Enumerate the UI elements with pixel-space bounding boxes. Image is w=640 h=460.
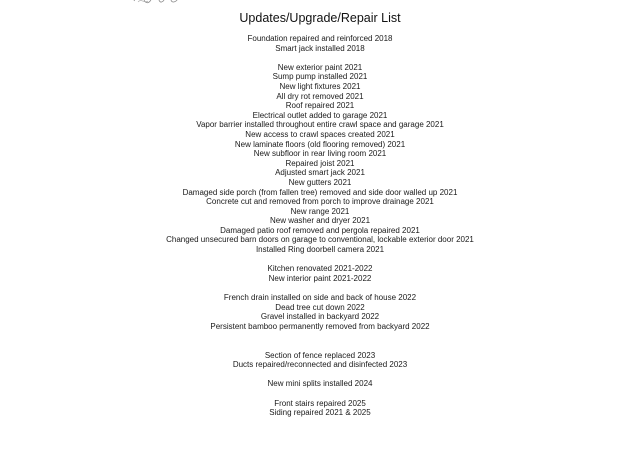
list-item: Electrical outlet added to garage 2021 (252, 110, 388, 120)
list-item: Damaged patio roof removed and pergola repaired 2021 (220, 225, 420, 235)
list-item: Damaged side porch (from fallen tree) removed and side door walled up 2021 (182, 187, 458, 197)
list-item: Smart jack installed 2018 (275, 43, 365, 53)
list-item: Section of fence replaced 2023 (264, 350, 376, 360)
list-group-2024 (0, 379, 640, 389)
list-item: Kitchen renovated 2021-2022 (267, 264, 373, 274)
page-title: Updates/Upgrade/Repair List (239, 11, 401, 25)
list-item: Gravel installed in backyard 2022 (260, 312, 380, 322)
list-item: Persistent bamboo permanently removed from backyard 2022 (210, 321, 430, 331)
list-item: Roof repaired 2021 (285, 101, 355, 111)
list-item: New exterior paint 2021 (277, 62, 363, 72)
list-item: Adjusted smart jack 2021 (275, 168, 365, 178)
list-item: New access to crawl spaces created 2021 (245, 129, 395, 139)
list-item: New mini splits installed 2024 (267, 379, 373, 389)
list-group-2021-2022 (0, 264, 640, 283)
list-item: New laminate floors (old flooring removed) 2021 (234, 139, 406, 149)
list-item: New washer and dryer 2021 (269, 216, 371, 226)
list-group-2021 (0, 63, 640, 255)
list-item: Sump pump installed 2021 (272, 72, 368, 82)
list-item: All dry rot removed 2021 (276, 91, 364, 101)
list-group-2025 (0, 399, 640, 418)
list-item: New subfloor in rear living room 2021 (253, 149, 387, 159)
list-item: French drain installed on side and back of house 2022 (223, 293, 417, 303)
list-item: New interior paint 2021-2022 (268, 273, 372, 283)
list-item: Changed unsecured barn doors on garage to conventional, lockable exterior door 2021 (166, 235, 474, 245)
update-list (0, 34, 640, 427)
list-item: New gutters 2021 (288, 177, 352, 187)
list-group-2018 (0, 34, 640, 53)
list-item: Dead tree cut down 2022 (275, 302, 365, 312)
list-item: Repaired joist 2021 (285, 158, 355, 168)
list-group-2022 (0, 293, 640, 331)
list-item: Installed Ring doorbell camera 2021 (255, 245, 385, 255)
list-item: Front stairs repaired 2025 (274, 398, 366, 408)
list-item: New light fixtures 2021 (279, 81, 361, 91)
list-item: Ducts repaired/reconnected and disinfected 2023 (232, 360, 408, 370)
script-logo-fragment (132, 0, 184, 5)
list-item: Siding repaired 2021 & 2025 (269, 408, 371, 418)
list-item: New range 2021 (290, 206, 350, 216)
list-item: Concrete cut and removed from porch to improve drainage 2021 (206, 197, 434, 207)
list-group-2023 (0, 351, 640, 370)
list-item: Foundation repaired and reinforced 2018 (247, 34, 393, 43)
list-item: Vapor barrier installed throughout entire crawl space and garage 2021 (196, 120, 444, 130)
